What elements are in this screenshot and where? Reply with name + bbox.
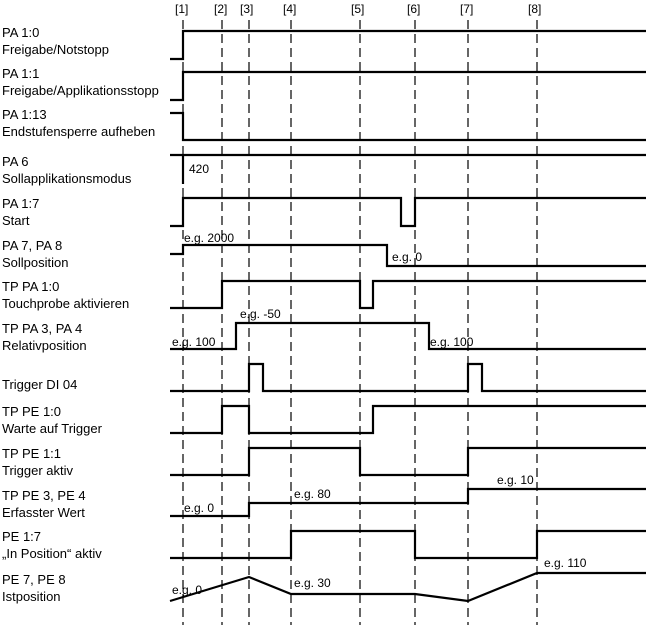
annotation-pe7-end: e.g. 110 <box>544 556 587 570</box>
signal-tp-pa3-pa4-desc: Relativposition <box>2 338 87 353</box>
signal-trigger-di04-id: Trigger DI 04 <box>2 377 78 392</box>
signal-pa1-7-id: PA 1:7 <box>2 196 40 211</box>
annotation-tp-pe3-mid: e.g. 80 <box>294 487 331 501</box>
signal-tp-pe3-pe4-desc: Erfasster Wert <box>2 505 85 520</box>
signal-tp-pe1-1-id: TP PE 1:1 <box>2 446 62 461</box>
signal-pa6-desc: Sollapplikationsmodus <box>2 171 132 186</box>
waveform-pa1-1 <box>170 72 646 100</box>
signal-pa1-0-desc: Freigabe/Notstopp <box>2 42 109 57</box>
signal-tp-pa3-pa4-id: TP PA 3, PA 4 <box>2 321 83 336</box>
signal-pe1-7-id: PE 1:7 <box>2 529 42 544</box>
signal-tp-pe1-0-id: TP PE 1:0 <box>2 404 62 419</box>
waveform-tp-pe1-1 <box>170 448 646 475</box>
annotation-pa6-value: 420 <box>189 162 210 176</box>
annotation-pa7-after: e.g. 0 <box>392 250 423 264</box>
annotation-tp-pe3-before: e.g. 0 <box>184 501 215 515</box>
waveform-trigger-di04 <box>170 364 646 391</box>
signal-pe1-7-desc: „In Position“ aktiv <box>2 546 102 561</box>
waveform-pa1-0 <box>170 31 646 59</box>
waveform-tp-pa3-pa4 <box>170 323 646 349</box>
signal-pa1-1-id: PA 1:1 <box>2 66 40 81</box>
annotation-pe7-mid: e.g. 30 <box>294 576 331 590</box>
marker-labels <box>175 2 541 16</box>
marker-6-label: [6] <box>407 2 421 16</box>
signal-tp-pe3-pe4-id: TP PE 3, PE 4 <box>2 488 86 503</box>
waveform-tp-pe1-0 <box>170 406 646 433</box>
marker-8-label: [8] <box>528 2 542 16</box>
signal-pa7-pa8-desc: Sollposition <box>2 255 69 270</box>
marker-5-label: [5] <box>351 2 365 16</box>
annotation-tp-pe3-after: e.g. 10 <box>497 473 534 487</box>
signal-pe7-pe8-desc: Istposition <box>2 589 61 604</box>
marker-7-label: [7] <box>460 2 474 16</box>
marker-3-label: [3] <box>240 2 254 16</box>
waveform-tp-pa1-0 <box>170 281 646 308</box>
waveform-pe7-pe8 <box>170 573 646 601</box>
signal-tp-pa1-0-id: TP PA 1:0 <box>2 279 60 294</box>
signal-pa1-1-desc: Freigabe/Applikationsstopp <box>2 83 159 98</box>
waveform-pe1-7 <box>170 531 646 558</box>
signal-pa1-13-desc: Endstufensperre aufheben <box>2 124 156 139</box>
waveform-pa1-13 <box>170 113 646 140</box>
waveform-pa1-7 <box>170 198 646 226</box>
signal-pa1-13-id: PA 1:13 <box>2 107 47 122</box>
signal-pe7-pe8-id: PE 7, PE 8 <box>2 572 66 587</box>
signal-tp-pa1-0-desc: Touchprobe aktivieren <box>2 296 130 311</box>
annotation-pe7-start: e.g. 0 <box>172 583 203 597</box>
signal-pa1-7-desc: Start <box>2 213 30 228</box>
annotation-tp-pa3-after: e.g. 100 <box>430 335 474 349</box>
marker-4-label: [4] <box>283 2 297 16</box>
signal-tp-pe1-1-desc: Trigger aktiv <box>2 463 74 478</box>
signal-tp-pe1-0-desc: Warte auf Trigger <box>2 421 102 436</box>
signal-pa1-0-id: PA 1:0 <box>2 25 40 40</box>
signal-pa6-id: PA 6 <box>2 154 29 169</box>
marker-2-label: [2] <box>214 2 228 16</box>
signal-labels <box>2 25 159 604</box>
annotation-tp-pa3-mid: e.g. -50 <box>240 307 281 321</box>
marker-1-label: [1] <box>175 2 189 16</box>
annotation-tp-pa3-before: e.g. 100 <box>172 335 216 349</box>
waveform-tp-pe3-pe4 <box>170 489 646 516</box>
signal-pa7-pa8-id: PA 7, PA 8 <box>2 238 63 253</box>
annotation-pa7-before: e.g. 2000 <box>184 231 235 245</box>
